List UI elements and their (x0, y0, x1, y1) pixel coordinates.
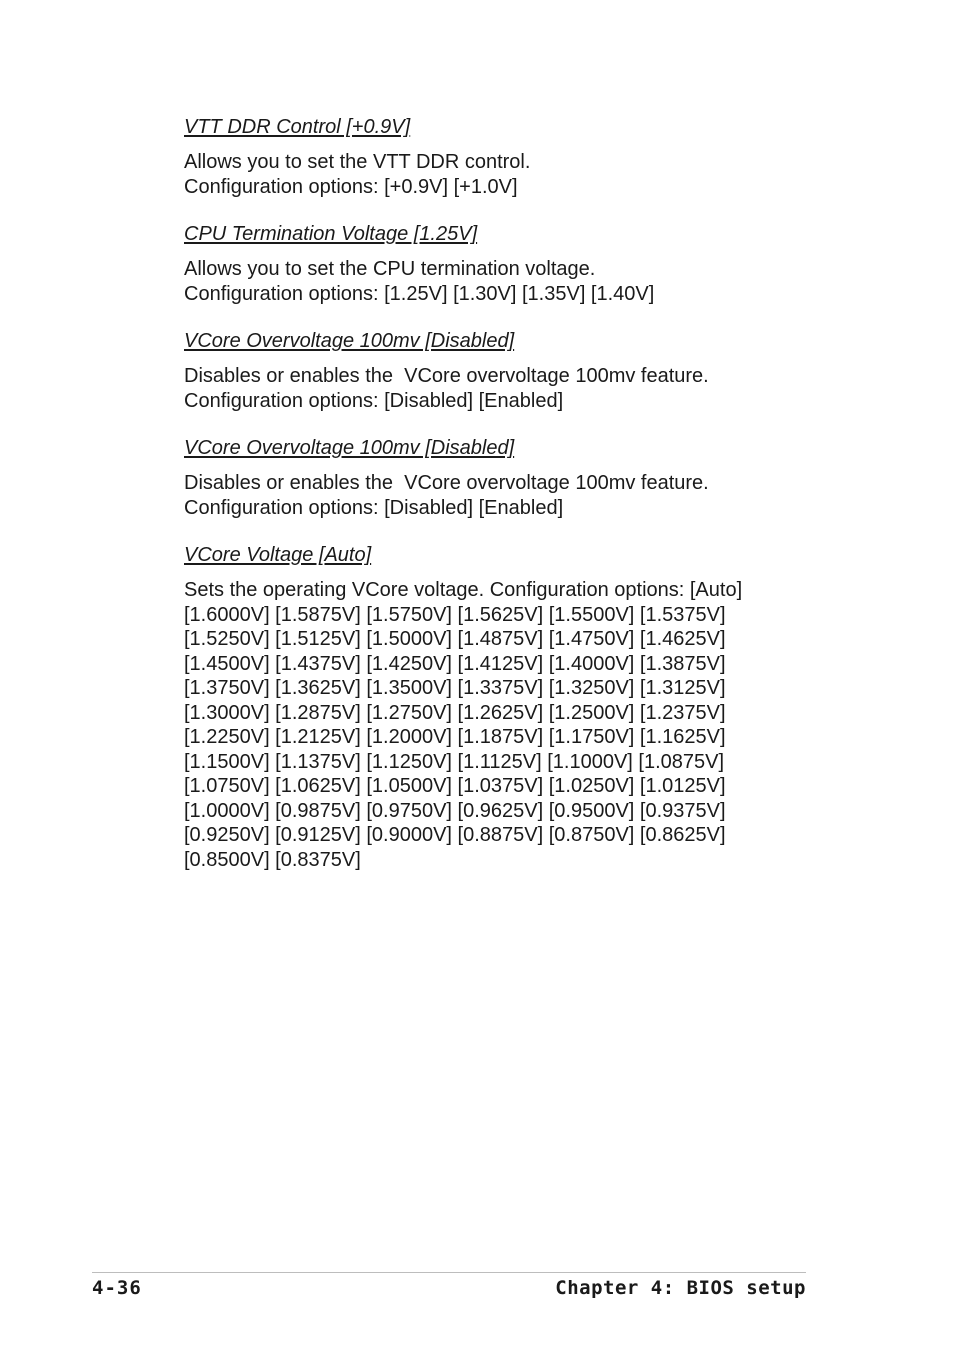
option-line: [1.4500V] [1.4375V] [1.4250V] [1.4125V] [1.4000V] [1.3875V] (184, 652, 726, 675)
section-vtt-ddr-control (184, 114, 804, 199)
section-description (184, 578, 804, 872)
option-line: [1.6000V] [1.5875V] [1.5750V] [1.5625V] [1.5500V] [1.5375V] (184, 603, 726, 626)
footer-divider (92, 1272, 806, 1273)
option-line: [0.9250V] [0.9125V] [0.9000V] [0.8875V] [0.8750V] [0.8625V] (184, 824, 726, 846)
document-body (184, 114, 804, 894)
description-line: Configuration options: [Disabled] [Enabled] (184, 496, 564, 519)
section-description (184, 257, 804, 306)
option-line: [0.8500V] [0.8375V] (184, 848, 361, 871)
section-title: VCore Overvoltage 100mv [Disabled] (184, 437, 515, 459)
description-line: Configuration options: [1.25V] [1.30V] [1.35V] [1.40V] (184, 282, 655, 305)
section-vcore-overvoltage-1 (184, 328, 804, 413)
section-vcore-overvoltage-2 (184, 435, 804, 520)
description-line: Allows you to set the VTT DDR control. (184, 151, 531, 173)
description-line: Sets the operating VCore voltage. Configuration options: [Auto] (184, 579, 743, 601)
page-number: 4-36 (92, 1277, 142, 1299)
option-line: [1.3000V] [1.2875V] [1.2750V] [1.2625V] [1.2500V] [1.2375V] (184, 701, 726, 724)
section-title: VCore Voltage [Auto] (184, 544, 372, 566)
description-line: Disables or enables the VCore overvoltage 100mv feature. (184, 365, 709, 387)
option-line: [1.3750V] [1.3625V] [1.3500V] [1.3375V] [1.3250V] [1.3125V] (184, 677, 726, 699)
section-description (184, 150, 804, 199)
section-vcore-voltage (184, 542, 804, 872)
option-line: [1.2250V] [1.2125V] [1.2000V] [1.1875V] [1.1750V] [1.1625V] (184, 726, 726, 748)
description-line: Configuration options: [Disabled] [Enabled] (184, 389, 564, 412)
section-description (184, 471, 804, 520)
description-line: Configuration options: [+0.9V] [+1.0V] (184, 175, 518, 198)
section-description (184, 364, 804, 413)
section-title: CPU Termination Voltage [1.25V] (184, 223, 478, 245)
section-cpu-termination-voltage (184, 221, 804, 306)
option-line: [1.5250V] [1.5125V] [1.5000V] [1.4875V] [1.4750V] [1.4625V] (184, 628, 726, 650)
section-title: VTT DDR Control [+0.9V] (184, 116, 411, 138)
option-line: [1.1500V] [1.1375V] [1.1250V] [1.1125V] [1.1000V] [1.0875V] (184, 750, 725, 773)
option-line: [1.0000V] [0.9875V] [0.9750V] [0.9625V] [0.9500V] [0.9375V] (184, 799, 726, 822)
option-line: [1.0750V] [1.0625V] [1.0500V] [1.0375V] [1.0250V] [1.0125V] (184, 775, 726, 797)
chapter-title: Chapter 4: BIOS setup (555, 1277, 806, 1299)
section-title: VCore Overvoltage 100mv [Disabled] (184, 330, 515, 352)
description-line: Allows you to set the CPU termination voltage. (184, 258, 596, 280)
description-line: Disables or enables the VCore overvoltage 100mv feature. (184, 472, 709, 494)
